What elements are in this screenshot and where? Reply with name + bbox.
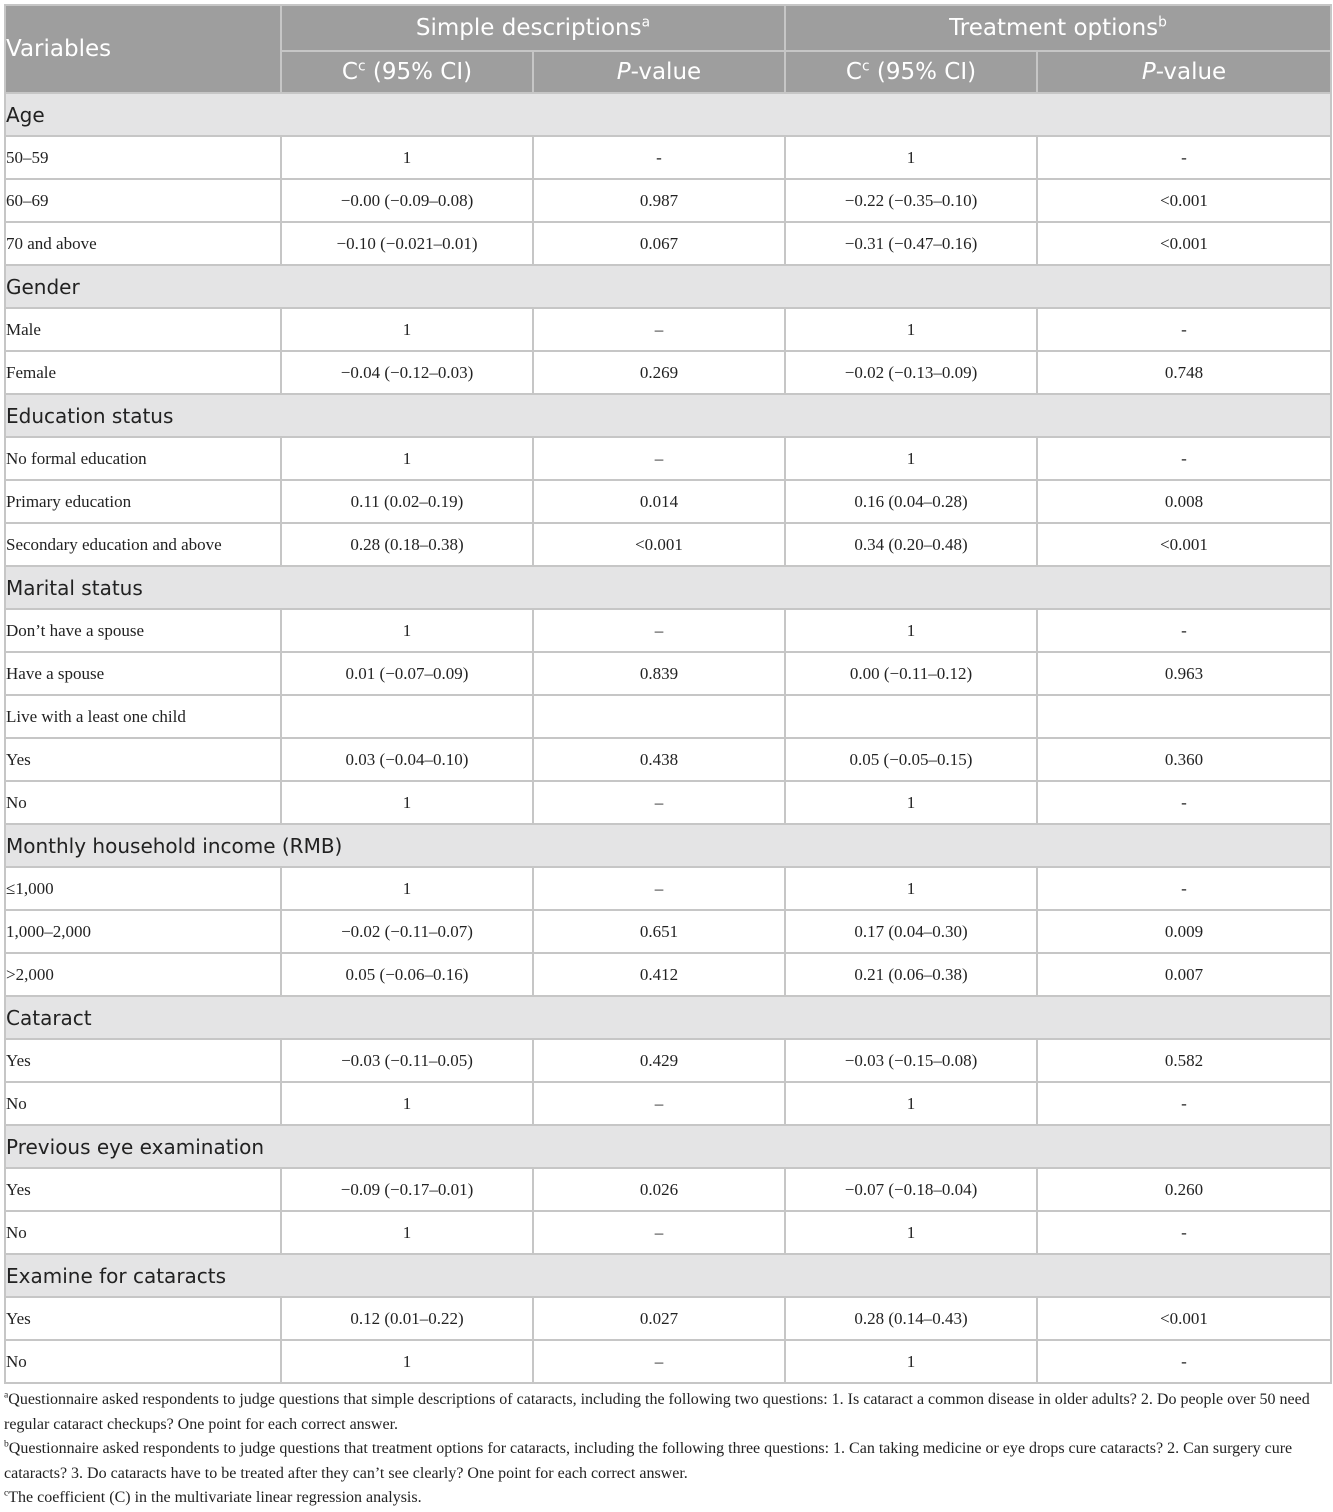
simple-desc-p-cell: – — [533, 781, 785, 824]
table-row — [5, 523, 1331, 566]
treatment-coef-cell: 1 — [785, 1211, 1037, 1254]
table-row — [5, 609, 1331, 652]
footnote-mark: b — [4, 1438, 9, 1450]
simple-desc-coef-cell: 0.12 (0.01–0.22) — [281, 1297, 533, 1340]
section-title: Cataract — [5, 996, 1331, 1039]
footnote-mark-a: a — [641, 14, 651, 31]
table-row — [5, 652, 1331, 695]
variables-header — [5, 5, 281, 93]
footnote-text: Questionnaire asked respondents to judge questions that simple descriptions of cataracts, including the following two questions: 1. Is cataract a common disease in older adults? 2. Do people over 50 need regular cataract checkups? One point for each correct answer. — [4, 1391, 1310, 1433]
table-row — [5, 910, 1331, 953]
table-row — [5, 953, 1331, 996]
treatment-coef-cell: 1 — [785, 1340, 1037, 1383]
simple-desc-p-cell: 0.839 — [533, 652, 785, 695]
simple-desc-coef-cell: −0.10 (−0.021–0.01) — [281, 222, 533, 265]
treatment-p-cell: 0.963 — [1037, 652, 1331, 695]
simple-desc-coef-cell: 1 — [281, 609, 533, 652]
simple-desc-p-cell: 0.651 — [533, 910, 785, 953]
to-p-header — [1037, 51, 1331, 93]
row-label: Yes — [5, 1039, 281, 1082]
treatment-coef-cell: −0.22 (−0.35–0.10) — [785, 179, 1037, 222]
row-label: >2,000 — [5, 953, 281, 996]
treatment-coef-cell: 0.21 (0.06–0.38) — [785, 953, 1037, 996]
simple-desc-p-cell: – — [533, 1340, 785, 1383]
row-label: No — [5, 781, 281, 824]
treatment-coef-cell: 1 — [785, 781, 1037, 824]
table-row — [5, 781, 1331, 824]
table-row — [5, 179, 1331, 222]
treatment-p-cell — [1037, 695, 1331, 738]
table-row — [5, 867, 1331, 910]
table-row — [5, 351, 1331, 394]
simple-desc-coef-cell: 0.28 (0.18–0.38) — [281, 523, 533, 566]
table-row — [5, 136, 1331, 179]
simple-desc-coef-cell: 1 — [281, 136, 533, 179]
treatment-p-cell: 0.360 — [1037, 738, 1331, 781]
simple-desc-p-cell: 0.429 — [533, 1039, 785, 1082]
table-row — [5, 480, 1331, 523]
simple-desc-coef-cell: 0.01 (−0.07–0.09) — [281, 652, 533, 695]
row-label: Male — [5, 308, 281, 351]
simple-desc-p-cell: 0.014 — [533, 480, 785, 523]
treatment-coef-cell: 0.00 (−0.11–0.12) — [785, 652, 1037, 695]
row-label: No — [5, 1211, 281, 1254]
treatment-coef-cell: −0.02 (−0.13–0.09) — [785, 351, 1037, 394]
section-title: Monthly household income (RMB) — [5, 824, 1331, 867]
coef-label: C — [845, 59, 862, 85]
treatment-p-cell: - — [1037, 308, 1331, 351]
simple-desc-p-cell: 0.026 — [533, 1168, 785, 1211]
simple-desc-p-cell: 0.987 — [533, 179, 785, 222]
table-row — [5, 695, 1331, 738]
treatment-p-cell: <0.001 — [1037, 222, 1331, 265]
row-label: Female — [5, 351, 281, 394]
treatment-p-cell: - — [1037, 1340, 1331, 1383]
p-suffix: -value — [630, 59, 702, 85]
section-header-row — [5, 1254, 1331, 1297]
table-row — [5, 308, 1331, 351]
section-title: Examine for cataracts — [5, 1254, 1331, 1297]
treatment-coef-cell: 0.34 (0.20–0.48) — [785, 523, 1037, 566]
table-row — [5, 1082, 1331, 1125]
simple-desc-coef-cell: 1 — [281, 781, 533, 824]
simple-desc-coef-cell: 1 — [281, 1082, 533, 1125]
table-row — [5, 738, 1331, 781]
footnote-mark-b: b — [1158, 14, 1167, 31]
row-label: 60–69 — [5, 179, 281, 222]
table-body — [5, 93, 1331, 1383]
treatment-coef-cell: 1 — [785, 1082, 1037, 1125]
table-row — [5, 222, 1331, 265]
table-row — [5, 437, 1331, 480]
simple-desc-p-cell: 0.412 — [533, 953, 785, 996]
simple-desc-p-cell: 0.067 — [533, 222, 785, 265]
treatment-p-cell: 0.582 — [1037, 1039, 1331, 1082]
section-header-row — [5, 394, 1331, 437]
simple-desc-p-cell: – — [533, 437, 785, 480]
simple-desc-p-cell: – — [533, 867, 785, 910]
treatment-p-cell: 0.009 — [1037, 910, 1331, 953]
p-italic: P — [1141, 59, 1156, 85]
simple-desc-coef-cell: 0.03 (−0.04–0.10) — [281, 738, 533, 781]
p-suffix: -value — [1155, 59, 1227, 85]
row-label: Yes — [5, 1297, 281, 1340]
simple-desc-coef-cell: 1 — [281, 308, 533, 351]
simple-desc-p-cell: - — [533, 136, 785, 179]
treatment-p-cell: <0.001 — [1037, 523, 1331, 566]
section-header-row — [5, 265, 1331, 308]
simple-desc-coef-cell: −0.00 (−0.09–0.08) — [281, 179, 533, 222]
treatment-coef-cell — [785, 695, 1037, 738]
section-title: Gender — [5, 265, 1331, 308]
simple-desc-coef-cell: 1 — [281, 1211, 533, 1254]
treatment-p-cell: 0.008 — [1037, 480, 1331, 523]
treatment-coef-cell: 0.17 (0.04–0.30) — [785, 910, 1037, 953]
coef-label: C — [341, 59, 358, 85]
treatment-coef-cell: 0.05 (−0.05–0.15) — [785, 738, 1037, 781]
simple-desc-coef-cell: 0.11 (0.02–0.19) — [281, 480, 533, 523]
section-title: Previous eye examination — [5, 1125, 1331, 1168]
row-label: Have a spouse — [5, 652, 281, 695]
treatment-coef-cell: 1 — [785, 437, 1037, 480]
section-header-row — [5, 996, 1331, 1039]
table-row — [5, 1168, 1331, 1211]
row-label: No formal education — [5, 437, 281, 480]
p-italic: P — [616, 59, 631, 85]
row-label: Yes — [5, 738, 281, 781]
treatment-p-cell: - — [1037, 867, 1331, 910]
treatment-p-cell: 0.260 — [1037, 1168, 1331, 1211]
treatment-coef-cell: 0.28 (0.14–0.43) — [785, 1297, 1037, 1340]
treatment-p-cell: - — [1037, 437, 1331, 480]
treatment-p-cell: <0.001 — [1037, 179, 1331, 222]
treatment-p-cell: 0.748 — [1037, 351, 1331, 394]
table-row — [5, 1297, 1331, 1340]
section-header-row — [5, 824, 1331, 867]
simple-desc-coef-cell: 0.05 (−0.06–0.16) — [281, 953, 533, 996]
simple-descriptions-title: Simple descriptions — [415, 15, 642, 41]
table-row — [5, 1340, 1331, 1383]
simple-desc-p-cell: – — [533, 609, 785, 652]
section-title: Age — [5, 93, 1331, 136]
header-row-groups — [5, 5, 1331, 51]
row-label: Yes — [5, 1168, 281, 1211]
simple-desc-p-cell: – — [533, 1211, 785, 1254]
section-title: Marital status — [5, 566, 1331, 609]
to-coef-header — [785, 51, 1037, 93]
simple-desc-p-cell: 0.027 — [533, 1297, 785, 1340]
simple-desc-p-cell — [533, 695, 785, 738]
footnote-a — [4, 1388, 1330, 1437]
treatment-coef-cell: 1 — [785, 867, 1037, 910]
coef-suffix: (95% CI) — [869, 59, 977, 85]
row-label: 50–59 — [5, 136, 281, 179]
treatment-coef-cell: 1 — [785, 136, 1037, 179]
simple-desc-coef-cell: 1 — [281, 437, 533, 480]
section-header-row — [5, 93, 1331, 136]
row-label: Primary education — [5, 480, 281, 523]
variables-header-text: Variables — [6, 36, 112, 62]
simple-desc-p-cell: – — [533, 1082, 785, 1125]
treatment-p-cell: - — [1037, 1211, 1331, 1254]
treatment-p-cell: - — [1037, 136, 1331, 179]
footnote-mark: c — [4, 1487, 9, 1499]
section-header-row — [5, 566, 1331, 609]
treatment-p-cell: - — [1037, 781, 1331, 824]
coef-suffix: (95% CI) — [365, 59, 473, 85]
footnote-text: The coefficient (C) in the multivariate linear regression analysis. — [8, 1489, 422, 1506]
sd-p-header — [533, 51, 785, 93]
simple-desc-coef-cell: −0.09 (−0.17–0.01) — [281, 1168, 533, 1211]
row-label: 70 and above — [5, 222, 281, 265]
treatment-coef-cell: 0.16 (0.04–0.28) — [785, 480, 1037, 523]
simple-desc-coef-cell: −0.03 (−0.11–0.05) — [281, 1039, 533, 1082]
treatment-coef-cell: −0.03 (−0.15–0.08) — [785, 1039, 1037, 1082]
footnotes — [4, 1388, 1330, 1511]
regression-table — [4, 4, 1332, 1384]
footnote-mark: a — [4, 1389, 9, 1401]
simple-desc-p-cell: <0.001 — [533, 523, 785, 566]
section-header-row — [5, 1125, 1331, 1168]
row-label: 1,000–2,000 — [5, 910, 281, 953]
sd-coef-header — [281, 51, 533, 93]
row-label: Secondary education and above — [5, 523, 281, 566]
footnote-c — [4, 1486, 1330, 1511]
treatment-p-cell: 0.007 — [1037, 953, 1331, 996]
section-title: Education status — [5, 394, 1331, 437]
table-row — [5, 1211, 1331, 1254]
row-label: ≤1,000 — [5, 867, 281, 910]
footnote-b — [4, 1437, 1330, 1486]
row-label: No — [5, 1082, 281, 1125]
treatment-p-cell: - — [1037, 1082, 1331, 1125]
row-label: Don’t have a spouse — [5, 609, 281, 652]
simple-desc-coef-cell: −0.02 (−0.11–0.07) — [281, 910, 533, 953]
simple-desc-coef-cell: 1 — [281, 1340, 533, 1383]
table-row — [5, 1039, 1331, 1082]
row-label: Live with a least one child — [5, 695, 281, 738]
footnote-mark-c: c — [357, 58, 366, 75]
treatment-p-cell: <0.001 — [1037, 1297, 1331, 1340]
simple-desc-p-cell: – — [533, 308, 785, 351]
simple-desc-p-cell: 0.269 — [533, 351, 785, 394]
treatment-options-title: Treatment options — [949, 15, 1159, 41]
footnote-text: Questionnaire asked respondents to judge questions that treatment options for cataracts, including the following three questions: 1. Can taking medicine or eye drops cure cataracts? 2. Can surgery cure cataracts? 3. Do cataracts have to be treated after they can’t see clearly? One point for each correct answer. — [4, 1440, 1293, 1482]
simple-desc-coef-cell: 1 — [281, 867, 533, 910]
treatment-p-cell: - — [1037, 609, 1331, 652]
simple-descriptions-header — [281, 5, 785, 51]
simple-desc-p-cell: 0.438 — [533, 738, 785, 781]
treatment-coef-cell: −0.31 (−0.47–0.16) — [785, 222, 1037, 265]
treatment-coef-cell: 1 — [785, 609, 1037, 652]
treatment-coef-cell: −0.07 (−0.18–0.04) — [785, 1168, 1037, 1211]
row-label: No — [5, 1340, 281, 1383]
treatment-coef-cell: 1 — [785, 308, 1037, 351]
simple-desc-coef-cell — [281, 695, 533, 738]
footnote-mark-c: c — [861, 58, 870, 75]
treatment-options-header — [785, 5, 1331, 51]
simple-desc-coef-cell: −0.04 (−0.12–0.03) — [281, 351, 533, 394]
